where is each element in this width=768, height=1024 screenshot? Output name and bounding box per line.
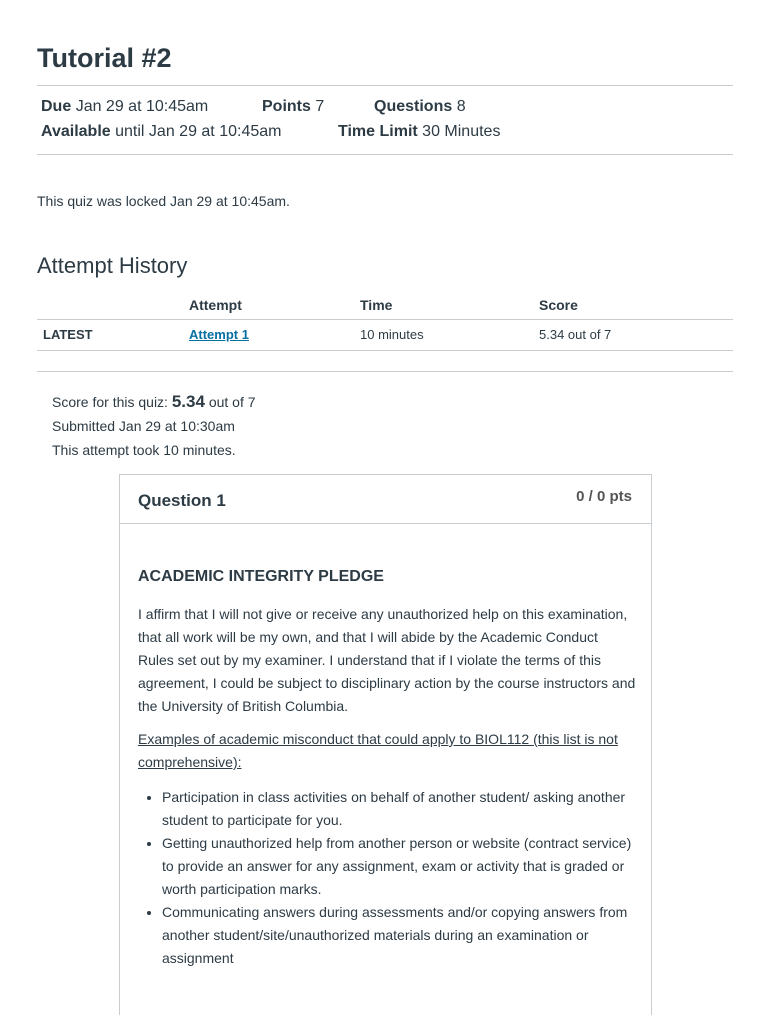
examples-list xyxy=(138,786,636,970)
due-value: Jan 29 at 10:45am xyxy=(75,98,209,115)
score-line xyxy=(52,390,256,414)
score-suffix: out of 7 xyxy=(208,394,256,410)
score-summary xyxy=(52,390,256,462)
attempt-time: 10 minutes xyxy=(360,327,424,342)
submitted-text: Submitted Jan 29 at 10:30am xyxy=(52,418,235,434)
page-title: Tutorial #2 xyxy=(37,43,172,73)
list-item: • Getting unauthorized help from another person or website (contract service) to provide an answer for any assignment, exam or activity that is graded or worth participation marks. xyxy=(162,832,636,901)
questions-label: Questions xyxy=(374,98,453,115)
column-header-attempt: Attempt xyxy=(189,297,242,313)
question-name: Question 1 xyxy=(138,491,226,510)
pledge-paragraph: I affirm that I will not give or receive any unauthorized help on this examination, that all work will be my own, and that I will abide by the Academic Conduct Rules set out by my examiner. I understand that if I violate the terms of this agreement, I could be subject to disciplinary action by the course instructors and the University of British Columbia. xyxy=(138,606,636,714)
question-card xyxy=(119,474,652,1015)
available-meta xyxy=(41,122,281,142)
examples-heading: Examples of academic misconduct that could apply to BIOL112 (this list is not comprehensive): xyxy=(138,731,618,770)
due-meta xyxy=(41,97,208,117)
attempt-score: 5.34 out of 7 xyxy=(539,327,612,342)
divider xyxy=(37,85,733,86)
points-meta xyxy=(262,97,324,117)
score-prefix: Score for this quiz: xyxy=(52,394,168,410)
due-label: Due xyxy=(41,98,72,115)
column-header-score: Score xyxy=(539,297,578,313)
divider xyxy=(37,154,733,155)
points-label: Points xyxy=(262,98,311,115)
points-value: 7 xyxy=(315,98,325,115)
divider xyxy=(37,371,733,372)
table-header-divider xyxy=(37,319,733,320)
list-item: • Communicating answers during assessments and/or copying answers from another student/site/unauthorized materials during an examination or assignment xyxy=(162,901,636,970)
time-limit-value: 30 Minutes xyxy=(422,123,501,140)
questions-value: 8 xyxy=(456,98,466,115)
time-limit-meta xyxy=(338,122,500,142)
table-row-divider xyxy=(37,350,733,351)
column-header-time: Time xyxy=(360,297,393,313)
pledge-heading: ACADEMIC INTEGRITY PLEDGE xyxy=(138,568,384,585)
locked-message: This quiz was locked Jan 29 at 10:45am. xyxy=(37,193,290,209)
attempt-history-title: Attempt History xyxy=(37,253,188,278)
latest-label: LATEST xyxy=(43,327,93,342)
attempt-1-link[interactable]: Attempt 1 xyxy=(189,327,249,342)
question-points: 0 / 0 pts xyxy=(576,488,632,505)
list-item: • Participation in class activities on behalf of another student/ asking another student to participate for you. xyxy=(162,786,636,832)
available-label: Available xyxy=(41,123,111,140)
questions-meta xyxy=(374,97,466,117)
time-limit-label: Time Limit xyxy=(338,123,418,140)
score-value: 5.34 xyxy=(171,392,205,411)
question-header xyxy=(120,475,651,524)
question-body xyxy=(138,567,636,970)
duration-text: This attempt took 10 minutes. xyxy=(52,442,236,458)
available-value: until Jan 29 at 10:45am xyxy=(115,123,282,140)
